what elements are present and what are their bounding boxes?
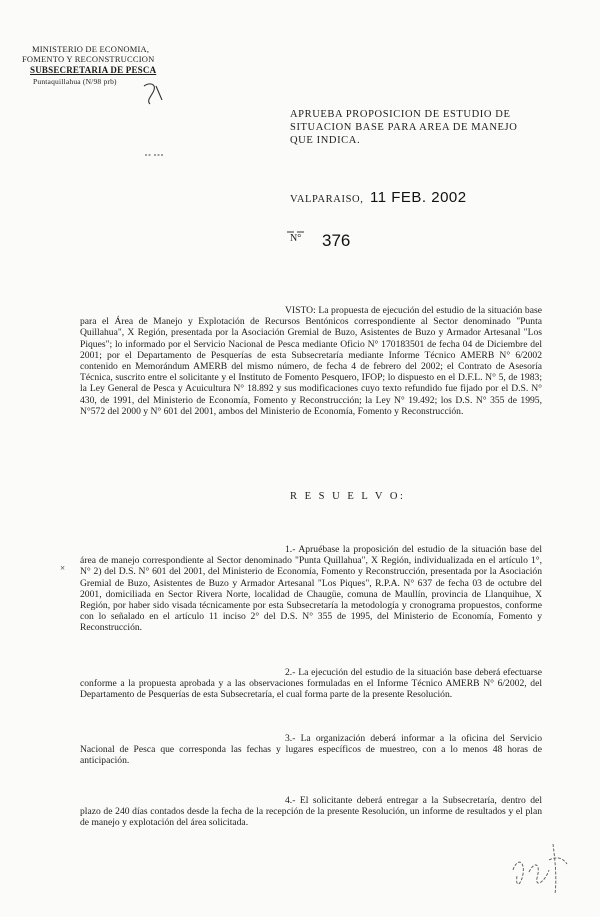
item-3-text: La organización deberá informar a la oficina del Servicio Nacional de Pesca que corresponda las fechas y lugares específicos de muestreo, con a lo menos 48 horas de anticipación. (80, 733, 542, 767)
file-reference: Puntaquillahua (N/98 prb) (33, 77, 117, 86)
subject-line-1: APRUEBA PROPOSICION DE ESTUDIO DE (290, 109, 511, 120)
place-label: VALPARAISO, (290, 194, 364, 205)
ministry-line-1: MINISTERIO DE ECONOMIA, (32, 44, 150, 54)
item-1-text: Apruébase la proposición del estudio de la situación base del área de manejo correspondiente al Sector denominado "Punta Quillahua", X Región, individualizada en el artículo 1°, N° 2) del D.S. N° 601 del 2001, del Ministerio de Economía, Fomento y Reconstrucción, presentada por la Asociación Gremial de Buzo, Asistentes de Buzo y Armador Artesanal "Los Piques", R.P.A. N° 637 de fecha 03 de octubre del 2001, domiciliada en Sector Rivera Norte, localidad de Chaugüe, comuna de Maullín, provincia de Llanquihue, X Región, por haber sido visada técnicamente por esta Subsecretaría la metodología y cronograma propuestos, conforme con lo señalado en el artículo 11 inciso 2° del D.S. N° 355 de 1995, del Ministerio de Economía, Fomento y Reconstrucción. (80, 544, 542, 634)
resolution-number: 376 (322, 231, 351, 250)
visto-paragraph (80, 305, 542, 417)
margin-mark: × (60, 563, 66, 573)
resuelvo-heading: R E S U E L V O: (290, 491, 406, 502)
resolution-prefix: N° (290, 233, 302, 244)
handwritten-initials-icon (140, 80, 170, 110)
visto-text: La propuesta de ejecución del estudio de la situación base para el Área de Manejo y Explotación de Recursos Bentónicos correspondiente al Sector denominado "Punta Quillahua", X Región, presentada por la Asociación Gremial de Buzo, Asistentes de Buzo y Armador Artesanal "Los Piques"; lo informado por el Servicio Nacional de Pesca mediante Oficio N° 170183501 de fecha 04 de Diciembre del 2001; por el Departamento de Pesquerías de esta Subsecretaría mediante Informe Técnico AMERB N° 6/2002 contenido en Memorándum AMERB del mismo número, de fecha 4 de febrero del 2002; el Contrato de Asesoría Técnica, suscrito entre el solicitante y el Instituto de Fomento Pesquero, IFOP; lo dispuesto en el D.F.L. N° 5, de 1983; la Ley General de Pesca y Acuicultura N° 18.892 y sus modificaciones cuyo texto refundido fue fijado por el D.S. N° 430, de 1991, del Ministerio de Economía, Fomento y Reconstrucción; la Ley N° 19.492; los D.S. N° 355 de 1995, N°572 del 2000 y N° 601 del 2001, ambos del Ministerio de Economía, Fomento y Reconstrucción. (80, 305, 542, 417)
item-1-number: 1.- (285, 544, 296, 555)
date-stamp: 11 FEB. 2002 (370, 189, 467, 206)
resolution-item-4 (80, 795, 542, 829)
subject-line-3: QUE INDICA. (290, 135, 361, 146)
item-4-number: 4.- (285, 795, 296, 806)
item-2-number: 2.- (285, 667, 296, 678)
subject-block (290, 108, 570, 147)
visto-label: VISTO: (285, 305, 316, 316)
stamp-mark-icon (143, 150, 167, 160)
resolution-item-3 (80, 733, 542, 767)
item-2-text: La ejecución del estudio de la situación base deberá efectuarse conforme a la propuesta aprobada y a las observaciones formuladas en el Informe Técnico AMERB N° 6/2002, del Departamento de Pesquerías de esta Subsecretaría, el cual forma parte de la presente Resolución. (80, 667, 542, 701)
dash-mark-icon (285, 228, 307, 236)
subsecretaria-line: SUBSECRETARIA DE PESCA (30, 65, 157, 75)
resolution-item-1 (80, 544, 542, 634)
item-4-text: El solicitante deberá entregar a la Subsecretaría, dentro del plazo de 240 días contados desde la fecha de la recepción de la presente Resolución, un informe de resultados y el plan de manejo y explotación del área solicitada. (80, 795, 542, 829)
signature-scribble-icon (505, 830, 585, 900)
item-3-number: 3.- (285, 733, 296, 744)
resolution-item-2 (80, 667, 542, 701)
subject-line-2: SITUACION BASE PARA AREA DE MANEJO (290, 122, 518, 133)
ministry-line-2: FOMENTO Y RECONSTRUCCION (22, 54, 155, 64)
